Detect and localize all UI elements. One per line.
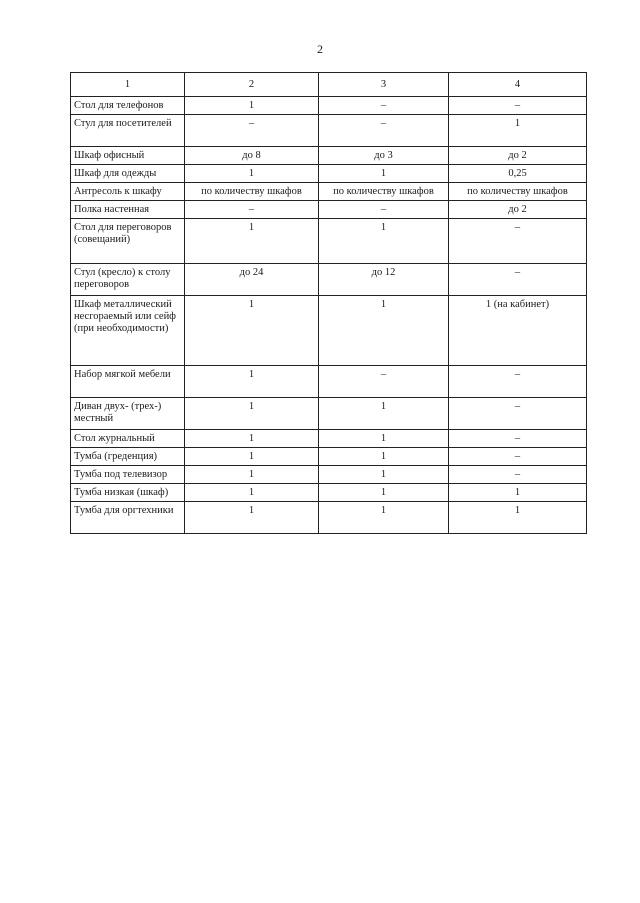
column-2-cell: 1: [185, 97, 319, 115]
column-3-cell: 1: [319, 296, 449, 366]
column-3-cell: 1: [319, 448, 449, 466]
column-4-cell: –: [449, 366, 587, 398]
column-3-cell: –: [319, 366, 449, 398]
item-name-cell: Антресоль к шкафу: [71, 183, 185, 201]
table-row: [71, 398, 587, 430]
item-name-cell: Шкаф металлический несгораемый или сейф (при необходимости): [71, 296, 185, 366]
table-row: [71, 115, 587, 147]
table-row: [71, 502, 587, 534]
table-row: [71, 484, 587, 502]
column-3-cell: по количеству шкафов: [319, 183, 449, 201]
column-4-cell: 0,25: [449, 165, 587, 183]
page-number: 2: [317, 42, 323, 56]
column-2-cell: 1: [185, 502, 319, 534]
column-4-cell: по количеству шкафов: [449, 183, 587, 201]
column-4-cell: –: [449, 97, 587, 115]
column-3-cell: 1: [319, 219, 449, 264]
item-name-cell: Тумба под телевизор: [71, 466, 185, 484]
table-row: [71, 430, 587, 448]
column-3-cell: до 12: [319, 264, 449, 296]
column-4-cell: –: [449, 448, 587, 466]
column-4-cell: –: [449, 398, 587, 430]
item-name-cell: Стул для посетителей: [71, 115, 185, 147]
item-name-cell: Полка настенная: [71, 201, 185, 219]
column-2-cell: 1: [185, 219, 319, 264]
furniture-norms-table: [70, 72, 587, 534]
header-cell-2: 2: [185, 73, 319, 97]
column-3-cell: –: [319, 115, 449, 147]
table-row: [71, 219, 587, 264]
header-cell-3: 3: [319, 73, 449, 97]
column-4-cell: до 2: [449, 201, 587, 219]
column-2-cell: 1: [185, 165, 319, 183]
column-4-cell: –: [449, 219, 587, 264]
column-3-cell: 1: [319, 165, 449, 183]
item-name-cell: Диван двух- (трех-) местный: [71, 398, 185, 430]
item-name-cell: Шкаф офисный: [71, 147, 185, 165]
header-cell-1: 1: [71, 73, 185, 97]
item-name-cell: Стол журнальный: [71, 430, 185, 448]
table-header-row: [71, 73, 587, 97]
item-name-cell: Стол для переговоров (совещаний): [71, 219, 185, 264]
column-4-cell: 1: [449, 484, 587, 502]
column-2-cell: до 24: [185, 264, 319, 296]
table-body: [71, 73, 587, 534]
table-row: [71, 366, 587, 398]
table-row: [71, 97, 587, 115]
column-4-cell: –: [449, 466, 587, 484]
column-3-cell: 1: [319, 466, 449, 484]
column-2-cell: 1: [185, 398, 319, 430]
header-cell-4: 4: [449, 73, 587, 97]
column-4-cell: 1 (на кабинет): [449, 296, 587, 366]
column-3-cell: –: [319, 201, 449, 219]
column-4-cell: 1: [449, 115, 587, 147]
table-row: [71, 296, 587, 366]
column-4-cell: –: [449, 264, 587, 296]
item-name-cell: Тумба для оргтехники: [71, 502, 185, 534]
column-4-cell: до 2: [449, 147, 587, 165]
column-2-cell: 1: [185, 484, 319, 502]
table-row: [71, 183, 587, 201]
column-4-cell: 1: [449, 502, 587, 534]
table-row: [71, 264, 587, 296]
column-3-cell: –: [319, 97, 449, 115]
column-3-cell: 1: [319, 430, 449, 448]
column-3-cell: 1: [319, 502, 449, 534]
column-4-cell: –: [449, 430, 587, 448]
table-row: [71, 448, 587, 466]
item-name-cell: Шкаф для одежды: [71, 165, 185, 183]
item-name-cell: Тумба (греденция): [71, 448, 185, 466]
table-row: [71, 201, 587, 219]
table-row: [71, 165, 587, 183]
column-2-cell: –: [185, 115, 319, 147]
table-row: [71, 466, 587, 484]
item-name-cell: Набор мягкой мебели: [71, 366, 185, 398]
column-2-cell: 1: [185, 448, 319, 466]
column-2-cell: 1: [185, 466, 319, 484]
column-3-cell: 1: [319, 398, 449, 430]
column-3-cell: 1: [319, 484, 449, 502]
item-name-cell: Стол для телефонов: [71, 97, 185, 115]
column-2-cell: по количеству шкафов: [185, 183, 319, 201]
column-2-cell: 1: [185, 366, 319, 398]
table-row: [71, 147, 587, 165]
column-2-cell: 1: [185, 430, 319, 448]
column-3-cell: до 3: [319, 147, 449, 165]
column-2-cell: –: [185, 201, 319, 219]
item-name-cell: Стул (кресло) к столу переговоров: [71, 264, 185, 296]
column-2-cell: 1: [185, 296, 319, 366]
column-2-cell: до 8: [185, 147, 319, 165]
item-name-cell: Тумба низкая (шкаф): [71, 484, 185, 502]
